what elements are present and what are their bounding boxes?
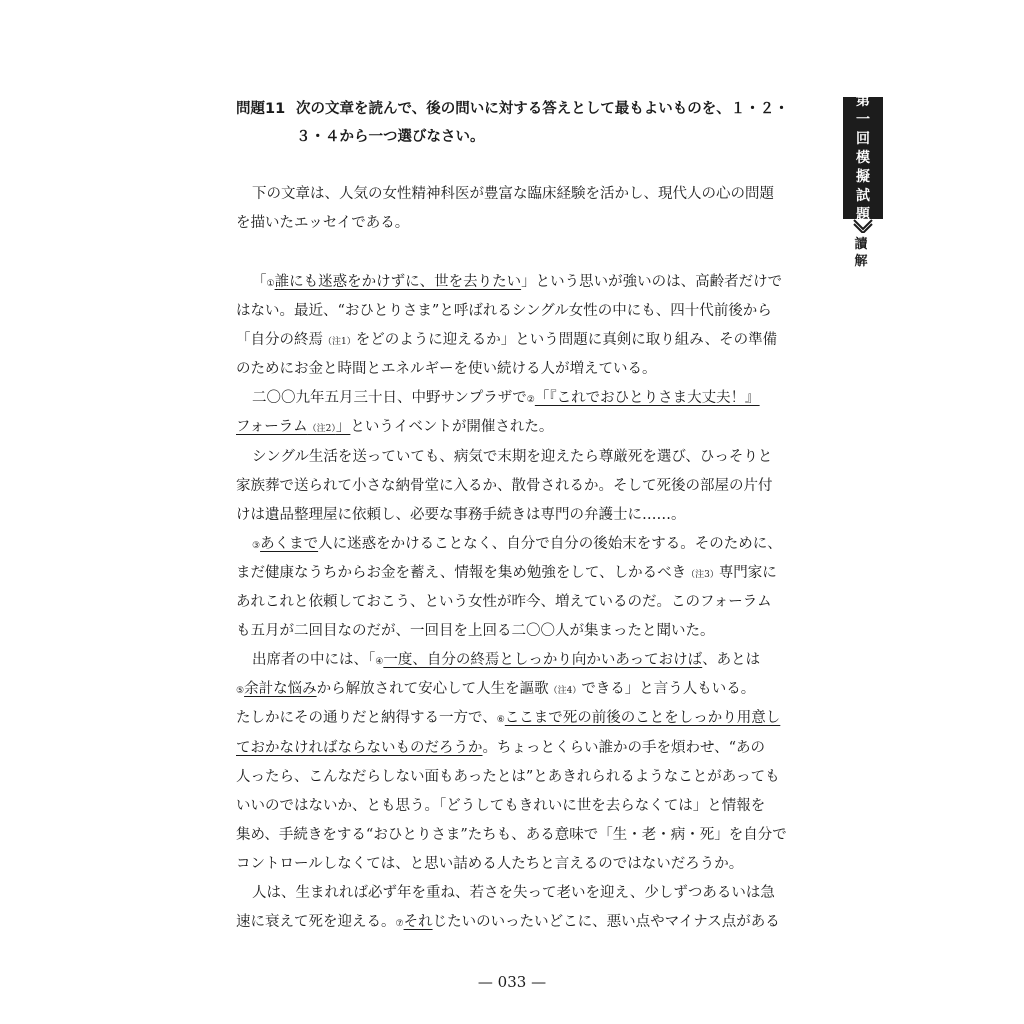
note-1: （注1）	[323, 337, 356, 348]
passage-line: 速に衰えて死を迎える。⑦それじたいのいったいどこに、悪い点やマイナス点がある	[236, 914, 780, 931]
note-3: （注3）	[686, 569, 719, 580]
section-tab-char: 回	[856, 130, 870, 147]
underline-3: あくまで	[260, 535, 319, 552]
passage-line: フォーラム（注2）」というイベントが開催された。	[236, 419, 554, 436]
underline-5: 余計な悩み	[244, 681, 317, 698]
passage-line: コントロールしなくては、と思い詰める人たちと言えるのではないだろうか。	[236, 855, 744, 872]
passage-line: 「①誰にも迷惑をかけずに、世を去りたい」という思いが強いのは、高齢者だけで	[252, 274, 783, 290]
passage-line: いいのではないか、とも思う。「どうしてもきれいに世を去らなくては」と情報を	[236, 797, 766, 814]
chevron-down-icon	[850, 219, 876, 233]
marker-2: ②	[526, 395, 535, 406]
marker-7: ⑦	[395, 919, 404, 930]
intro-line: 下の文章は、人気の女性精神科医が豊富な臨床経験を活かし、現代人の心の問題	[252, 186, 774, 202]
marker-6: ⑥	[496, 715, 505, 726]
underline-1: 誰にも迷惑をかけずに、世を去りたい	[274, 274, 522, 290]
passage-line: ③あくまで人に迷惑をかけることなく、自分で自分の後始末をする。そのために、	[252, 535, 782, 552]
marker-3: ③	[252, 540, 261, 551]
passage-line: たしかにその通りだと納得する一方で、⑥ここまで死の前後のことをしっかり用意し	[236, 710, 781, 727]
passage-line: けは遺品整理屋に依頼し、必要な事務手続きは専門の弁護士に……。	[236, 506, 686, 523]
note-2: （注2）	[307, 424, 336, 435]
intro-line: を描いたエッセイである。	[236, 215, 410, 231]
passage-line: シングル生活を送っていても、病気で末期を迎えたら尊厳死を選び、ひっそりと	[252, 448, 773, 465]
question-instruction-line2: ３・４から一つ選びなさい。	[296, 129, 485, 145]
question-instruction-line1: 次の文章を読んで、後の問いに対する答えとして最もよいものを、１・２・	[296, 101, 789, 117]
intro-paragraph	[236, 180, 796, 238]
note-4: （注4）	[548, 686, 582, 697]
underline-6: ここまで死の前後のことをしっかり用意し	[504, 710, 781, 727]
passage-line: あれこれと依頼しておこう、という女性が昨今、増えているのだ。このフォーラム	[236, 594, 772, 611]
section-tab	[843, 92, 883, 223]
passage-line: 集め、手続きをする“おひとりさま”たちも、ある意味で「生・老・病・死」を自分で	[236, 826, 787, 843]
section-subtitle	[851, 236, 871, 270]
section-tab-char: 擬	[856, 168, 870, 185]
passage-line: も五月が二回目なのだが、一回目を上回る二〇〇人が集まったと聞いた。	[236, 623, 715, 640]
passage-line: 二〇〇九年五月三十日、中野サンプラザで②「『これでおひとりさま大丈夫！』	[252, 390, 760, 407]
marker-1: ①	[266, 279, 275, 289]
marker-5: ⑤	[236, 686, 245, 697]
underline-4: 一度、自分の終焉としっかり向かいあっておけば	[383, 652, 703, 669]
passage-line: 家族葬で送られて小さな納骨堂に入るか、散骨されるか。そして死後の部屋の片付	[236, 477, 773, 494]
section-tab-char: 第	[856, 92, 870, 109]
underline-7: それ	[403, 914, 433, 931]
passage-line: 人は、生まれれば必ず年を重ね、若さを失って老いを迎え、少しずつあるいは急	[252, 884, 775, 901]
passage-line: 人ったら、こんなだらしない面もあったとは”とあきれられるようなことがあっても	[236, 768, 780, 785]
section-tab-char: 題	[856, 206, 870, 223]
section-tab-char: 試	[856, 187, 870, 204]
passage-line: まだ健康なうちからお金を蓄え、情報を集め勉強をして、しかるべき（注3）専門家に	[236, 564, 777, 581]
section-subtitle-char: 解	[854, 254, 868, 269]
section-tab-char: 模	[856, 149, 870, 166]
passage-line: ⑤余計な悩みから解放されて安心して人生を謳歌（注4）できる」と言う人もいる。	[236, 681, 756, 698]
section-tab-char: 一	[856, 111, 870, 128]
section-subtitle-char: 讀	[854, 237, 868, 252]
passage-line: はない。最近、“おひとりさま”と呼ばれるシングル女性の中にも、四十代前後から	[236, 303, 772, 320]
passage-line: のためにお金と時間とエネルギーを使い続ける人が増えている。	[236, 361, 657, 378]
passage-line: 「自分の終焉（注1）をどのように迎えるか」という問題に真剣に取り組み、その準備	[236, 332, 778, 349]
underline-2: 「『これでおひとりさま大丈夫！』	[534, 390, 760, 407]
page-number: — 033 —	[477, 973, 547, 991]
passage-line: 出席者の中には、「④一度、自分の終焉としっかり向かいあっておけば、あとは	[252, 652, 761, 669]
marker-4: ④	[375, 657, 384, 668]
passage	[236, 268, 796, 937]
passage-line: ておかなければならないものだろうか。ちょっとくらい誰かの手を煩わせ、“あの	[236, 739, 765, 756]
question-number: 問題11	[236, 101, 286, 117]
